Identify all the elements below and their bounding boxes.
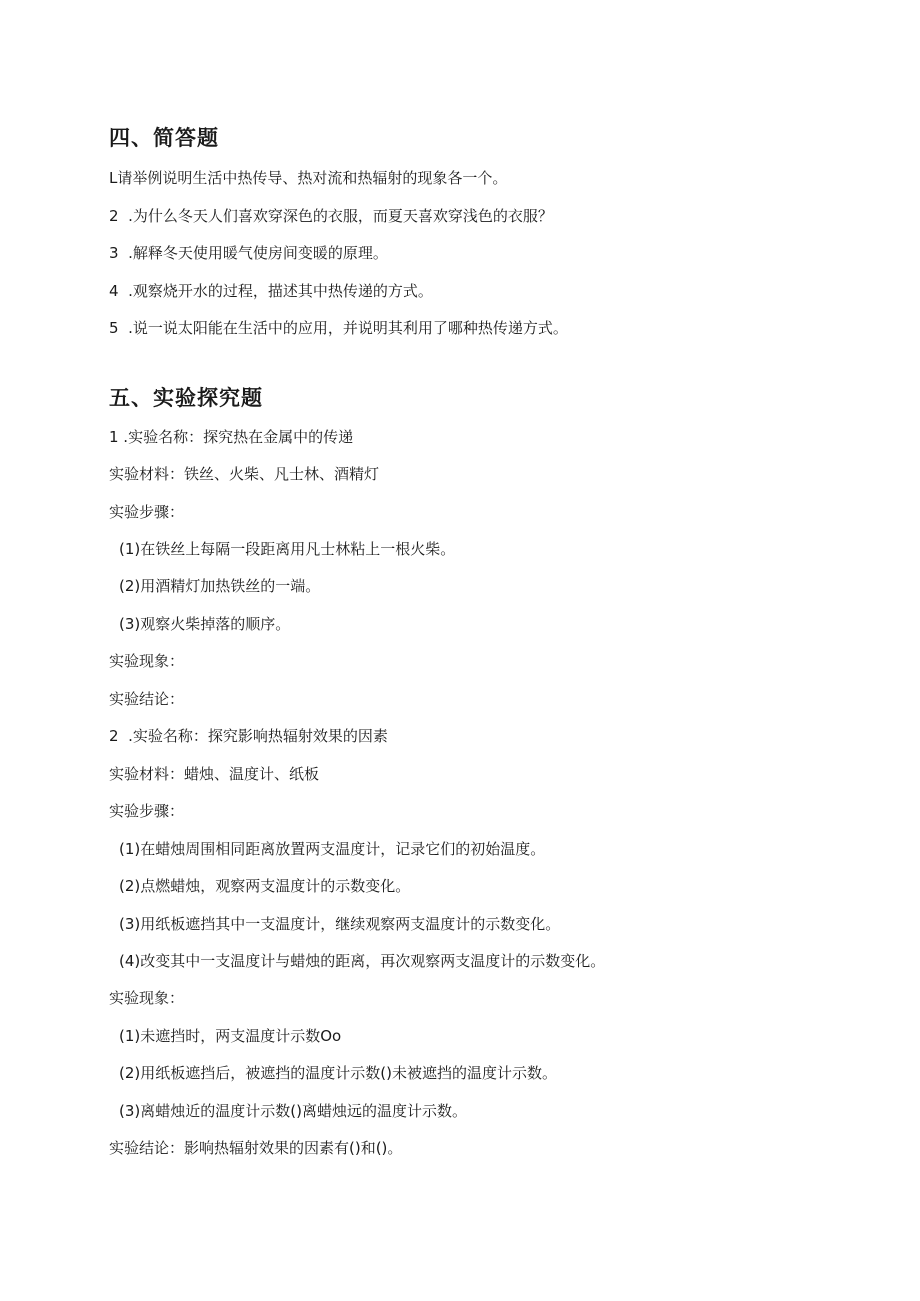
question-4: 4 .观察烧开水的过程，描述其中热传递的方式。 — [109, 282, 433, 300]
exp2-title: 2 .实验名称：探究影响热辐射效果的因素 — [109, 727, 388, 745]
exp2-conclusion: 实验结论：影响热辐射效果的因素有()和()。 — [109, 1139, 403, 1157]
question-5: 5 .说一说太阳能在生活中的应用，并说明其利用了哪种热传递方式。 — [109, 319, 568, 337]
exp2-phenomenon-2: (2)用纸板遮挡后，被遮挡的温度计示数()未被遮挡的温度计示数。 — [119, 1064, 557, 1082]
exp1-phenomenon-label: 实验现象： — [109, 652, 185, 670]
exp2-phenomenon-1: (1)未遮挡时，两支温度计示数Oo — [119, 1027, 342, 1045]
exp1-steps-label: 实验步骤： — [109, 503, 185, 521]
exp1-step-3: (3)观察火柴掉落的顺序。 — [119, 615, 291, 633]
section4-heading: 四、简答题 — [109, 126, 219, 150]
exp2-steps-label: 实验步骤： — [109, 802, 185, 820]
exp2-step-1: (1)在蜡烛周围相同距离放置两支温度计，记录它们的初始温度。 — [119, 840, 546, 858]
exp1-conclusion-label: 实验结论： — [109, 690, 185, 708]
question-3: 3 .解释冬天使用暖气使房间变暖的原理。 — [109, 244, 388, 262]
exp1-title: 1 .实验名称：探究热在金属中的传递 — [109, 428, 354, 446]
section5-heading: 五、实验探究题 — [109, 386, 263, 410]
exp1-step-2: (2)用酒精灯加热铁丝的一端。 — [119, 577, 321, 595]
question-1: L请举例说明生活中热传导、热对流和热辐射的现象各一个。 — [109, 169, 508, 187]
exp2-step-3: (3)用纸板遮挡其中一支温度计，继续观察两支温度计的示数变化。 — [119, 915, 561, 933]
exp2-step-2: (2)点燃蜡烛，观察两支温度计的示数变化。 — [119, 877, 411, 895]
question-2: 2 .为什么冬天人们喜欢穿深色的衣服，而夏天喜欢穿浅色的衣服？ — [109, 207, 553, 225]
exp2-step-4: (4)改变其中一支温度计与蜡烛的距离，再次观察两支温度计的示数变化。 — [119, 952, 606, 970]
exp1-materials: 实验材料：铁丝、火柴、凡士林、酒精灯 — [109, 465, 380, 483]
exp2-phenomenon-3: (3)离蜡烛近的温度计示数()离蜡烛远的温度计示数。 — [119, 1102, 467, 1120]
exp2-materials: 实验材料：蜡烛、温度计、纸板 — [109, 765, 320, 783]
exp2-phenomenon-label: 实验现象： — [109, 989, 185, 1007]
exp1-step-1: (1)在铁丝上每隔一段距离用凡士林粘上一根火柴。 — [119, 540, 456, 558]
